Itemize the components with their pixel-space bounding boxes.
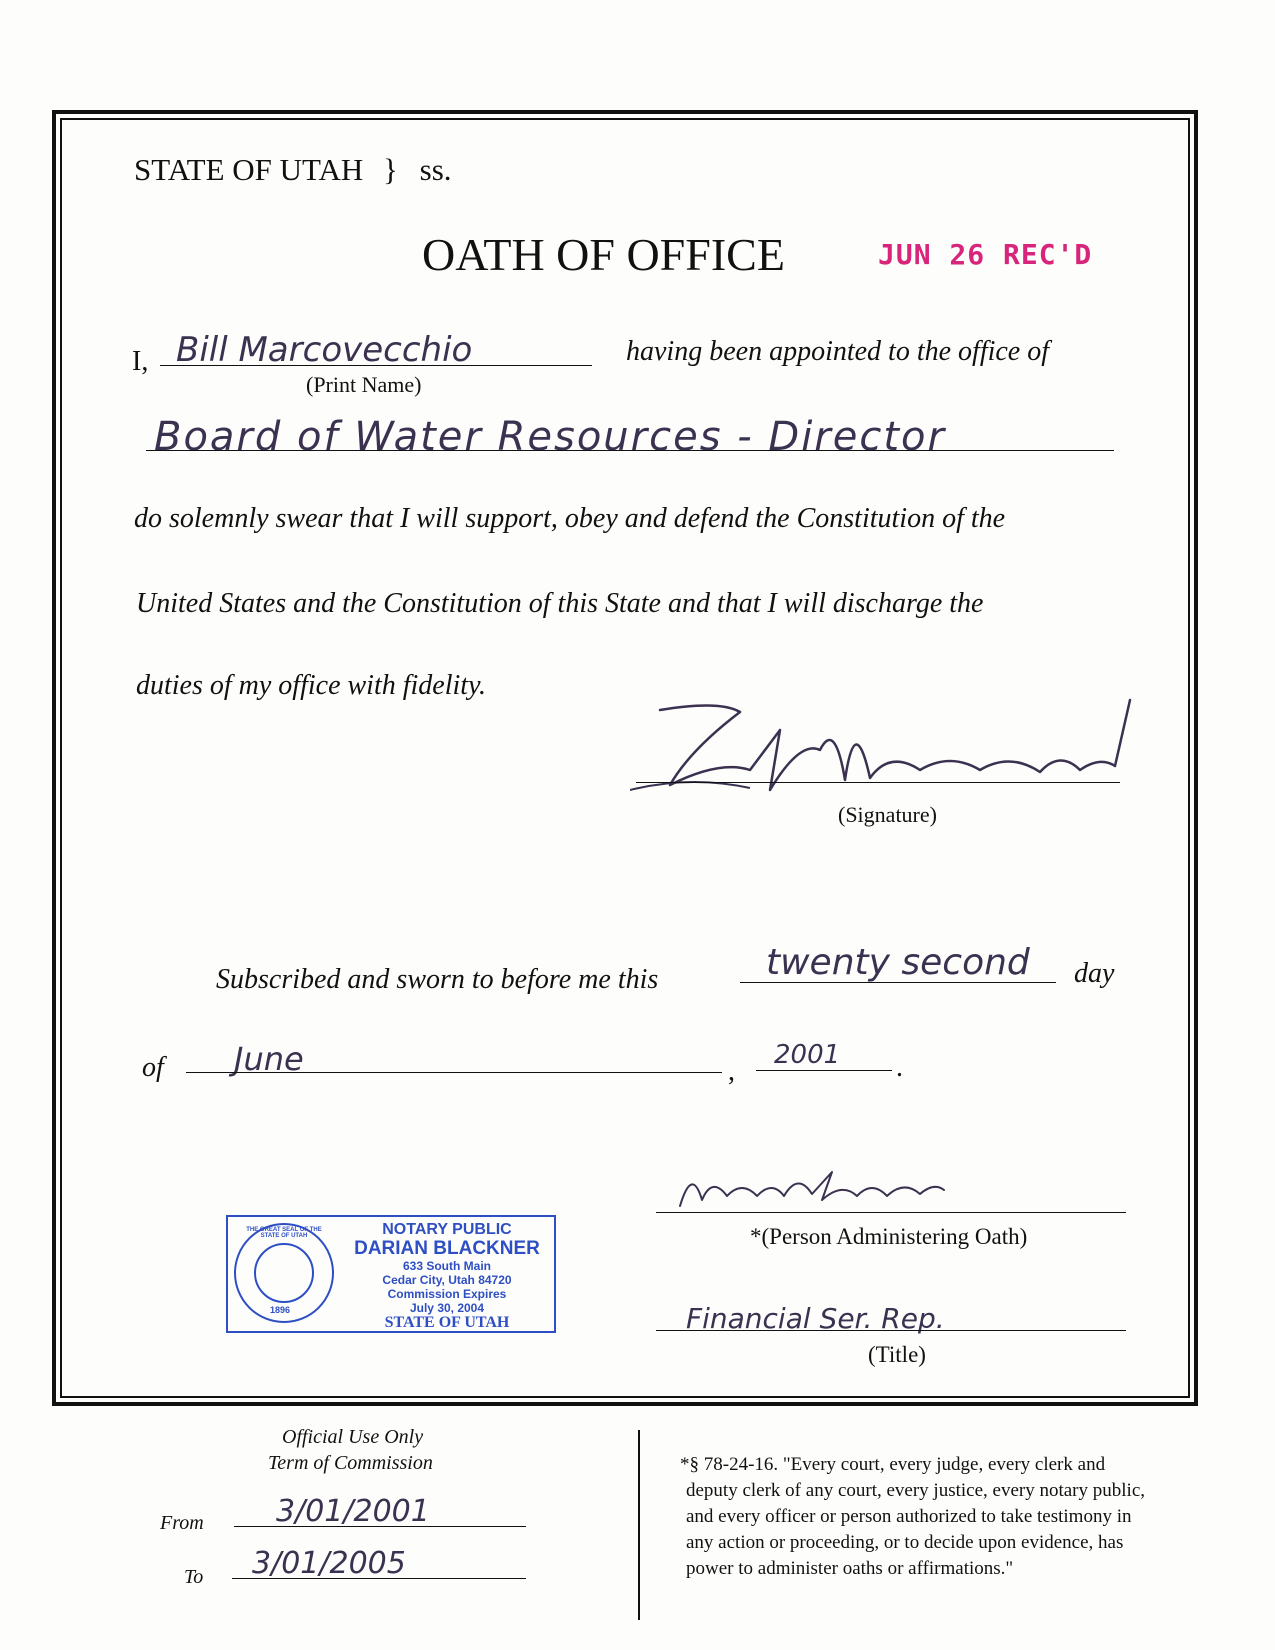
administrator-label: *(Person Administering Oath): [750, 1224, 1028, 1249]
subscribed-text: Subscribed and sworn to before me this: [216, 964, 659, 995]
day-line: [740, 982, 1056, 983]
received-stamp: JUN 26 REC'D: [878, 238, 1093, 271]
page-title: OATH OF OFFICE: [422, 229, 785, 280]
notary-seal: [226, 1215, 556, 1333]
year-line: [756, 1070, 892, 1071]
oath-body-line-2: United States and the Constitution of this State and that I will discharge the: [136, 588, 984, 619]
seal-address-1: 633 South Main: [402, 1259, 491, 1273]
appointed-text: having been appointed to the office of: [626, 336, 1050, 367]
name-prefix: I,: [132, 346, 149, 377]
from-label: From: [160, 1512, 204, 1534]
from-value: 3/01/2001: [276, 1494, 430, 1529]
printed-name: Bill Marcovecchio: [176, 330, 473, 370]
oath-body-line-1: do solemnly swear that I will support, obey and defend the Constitution of the: [134, 503, 1006, 534]
title-line: [656, 1330, 1126, 1331]
seal-commission-2: July 30, 2004: [409, 1301, 485, 1315]
statute-line-4: any action or proceeding, or to decide upon evidence, has: [686, 1532, 1124, 1553]
seal-notary-name: DARIAN BLACKNER: [354, 1238, 540, 1259]
administrator-title-value: Financial Ser. Rep.: [686, 1302, 945, 1335]
to-label: To: [184, 1566, 204, 1588]
signature-scribble: [630, 690, 1150, 810]
signature-label: (Signature): [838, 802, 937, 827]
month-line: [186, 1072, 722, 1073]
from-line: [234, 1526, 526, 1527]
seal-state: STATE OF UTAH: [384, 1314, 510, 1331]
state-header: [134, 152, 452, 188]
oath-body-line-3: duties of my office with fidelity.: [136, 670, 486, 701]
year-value: 2001: [774, 1040, 841, 1070]
statute-line-1: *§ 78-24-16. "Every court, every judge, every clerk and: [680, 1454, 1106, 1475]
month-value: June: [234, 1040, 304, 1078]
print-name-label: (Print Name): [306, 372, 422, 397]
seal-heading: NOTARY PUBLIC: [382, 1221, 512, 1238]
to-line: [232, 1578, 526, 1579]
state-label: STATE OF UTAH: [134, 152, 364, 187]
month-comma: ,: [728, 1056, 735, 1087]
administrator-line: [656, 1212, 1126, 1213]
seal-commission-1: Commission Expires: [387, 1287, 507, 1301]
signature-line: [636, 782, 1120, 783]
term-of-commission-label: Term of Commission: [268, 1452, 433, 1474]
administrator-signature-scribble: [672, 1166, 952, 1216]
of-label: of: [142, 1052, 164, 1083]
seal-year: 1896: [270, 1305, 291, 1315]
seal-emblem: [234, 1223, 334, 1323]
ss-label: ss.: [419, 152, 452, 187]
office-name: Board of Water Resources - Director: [154, 414, 946, 460]
day-suffix: day: [1074, 958, 1115, 989]
day-value: twenty second: [766, 942, 1030, 983]
statute-line-2: deputy clerk of any court, every justice, every notary public,: [686, 1480, 1145, 1501]
name-line: [160, 365, 592, 366]
year-period: .: [896, 1052, 903, 1083]
brace: }: [383, 152, 398, 187]
seal-ring-text: THE GREAT SEAL OF THE STATE OF UTAH: [246, 1227, 322, 1239]
seal-emblem-center: [254, 1243, 314, 1303]
statute-line-3: and every officer or person authorized to take testimony in: [686, 1506, 1132, 1527]
statute-line-5: power to administer oaths or affirmations.": [686, 1558, 1014, 1579]
to-value: 3/01/2005: [252, 1546, 406, 1581]
seal-address-2: Cedar City, Utah 84720: [382, 1273, 512, 1287]
title-label: (Title): [868, 1342, 926, 1367]
footer-divider: [638, 1430, 640, 1620]
office-line: [146, 450, 1114, 451]
official-use-heading: Official Use Only: [282, 1426, 424, 1448]
